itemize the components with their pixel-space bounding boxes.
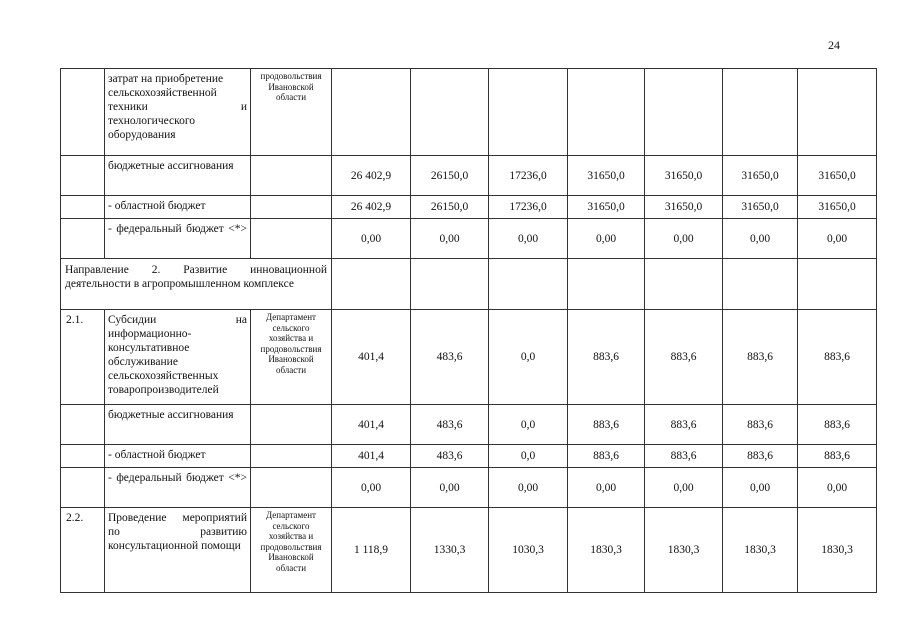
value-cell bbox=[332, 69, 411, 156]
table-row bbox=[61, 196, 877, 219]
item-description: Субсидии на информационно-консультативное обслуживание сельскохозяйственных товаропроизводителей bbox=[105, 310, 251, 405]
value-cell: 31650,0 bbox=[568, 196, 645, 219]
item-index bbox=[61, 405, 105, 445]
description-line: сельскохозяйственной bbox=[108, 87, 217, 99]
funding-source: - федеральный бюджет <*> bbox=[105, 219, 251, 259]
value-cell: 883,6 bbox=[723, 445, 798, 468]
item-index bbox=[61, 468, 105, 508]
value-cell: 26150,0 bbox=[411, 196, 489, 219]
value-cell: 31650,0 bbox=[798, 196, 877, 219]
value-cell bbox=[723, 69, 798, 156]
table-row bbox=[61, 508, 877, 593]
funding-source: бюджетные ассигнования bbox=[105, 156, 251, 196]
value-cell: 0,00 bbox=[723, 219, 798, 259]
value-cell: 26150,0 bbox=[411, 156, 489, 196]
value-cell: 401,4 bbox=[332, 405, 411, 445]
value-cell bbox=[798, 69, 877, 156]
value-cell bbox=[645, 259, 723, 310]
value-cell: 883,6 bbox=[645, 445, 723, 468]
item-index: 2.1. bbox=[61, 310, 105, 405]
executor: продовольствия Ивановской области bbox=[251, 69, 332, 156]
table-row bbox=[61, 156, 877, 196]
table-row bbox=[61, 468, 877, 508]
value-cell: 401,4 bbox=[332, 310, 411, 405]
value-cell bbox=[723, 259, 798, 310]
value-cell: 883,6 bbox=[645, 405, 723, 445]
value-cell: 883,6 bbox=[798, 310, 877, 405]
value-cell: 483,6 bbox=[411, 405, 489, 445]
value-cell: 17236,0 bbox=[489, 156, 568, 196]
value-cell: 0,00 bbox=[332, 219, 411, 259]
item-index bbox=[61, 219, 105, 259]
value-cell: 1830,3 bbox=[645, 508, 723, 593]
item-index bbox=[61, 69, 105, 156]
value-cell: 31650,0 bbox=[645, 196, 723, 219]
value-cell bbox=[332, 259, 411, 310]
value-cell: 1830,3 bbox=[723, 508, 798, 593]
executor bbox=[251, 468, 332, 508]
item-description: Проведение мероприятий по развитию консультационной помощи bbox=[105, 508, 251, 593]
value-cell: 0,00 bbox=[798, 219, 877, 259]
value-cell: 0,00 bbox=[489, 219, 568, 259]
description-line bbox=[108, 100, 247, 114]
value-cell: 883,6 bbox=[568, 310, 645, 405]
value-cell: 31650,0 bbox=[723, 156, 798, 196]
value-cell: 31650,0 bbox=[798, 156, 877, 196]
value-cell: 31650,0 bbox=[568, 156, 645, 196]
value-cell: 1830,3 bbox=[798, 508, 877, 593]
value-cell: 0,00 bbox=[411, 468, 489, 508]
value-cell bbox=[489, 69, 568, 156]
executor bbox=[251, 445, 332, 468]
executor: Департамент сельского хозяйства и продовольствия Ивановской области bbox=[251, 310, 332, 405]
value-cell: 1830,3 bbox=[568, 508, 645, 593]
description-line: технологического bbox=[108, 115, 196, 127]
executor bbox=[251, 405, 332, 445]
section-heading: Направление 2. Развитие инновационной деятельности в агропромышленном комплексе bbox=[61, 259, 332, 310]
table-row bbox=[61, 69, 877, 156]
value-cell: 0,0 bbox=[489, 405, 568, 445]
value-cell: 0,00 bbox=[411, 219, 489, 259]
table-row bbox=[61, 219, 877, 259]
value-cell: 483,6 bbox=[411, 445, 489, 468]
value-cell: 0,00 bbox=[489, 468, 568, 508]
item-index bbox=[61, 156, 105, 196]
executor bbox=[251, 156, 332, 196]
item-index bbox=[61, 196, 105, 219]
table-row bbox=[61, 259, 877, 310]
funding-source: - областной бюджет bbox=[105, 445, 251, 468]
value-cell: 883,6 bbox=[723, 405, 798, 445]
funding-source: - федеральный бюджет <*> bbox=[105, 468, 251, 508]
funding-source: бюджетные ассигнования bbox=[105, 405, 251, 445]
executor bbox=[251, 196, 332, 219]
value-cell: 0,00 bbox=[568, 468, 645, 508]
value-cell: 883,6 bbox=[798, 445, 877, 468]
value-cell: 31650,0 bbox=[723, 196, 798, 219]
value-cell bbox=[489, 259, 568, 310]
value-cell: 883,6 bbox=[568, 445, 645, 468]
value-cell bbox=[568, 69, 645, 156]
value-cell: 0,0 bbox=[489, 445, 568, 468]
item-description bbox=[105, 69, 251, 156]
funding-source: - областной бюджет bbox=[105, 196, 251, 219]
value-cell: 883,6 bbox=[568, 405, 645, 445]
value-cell bbox=[798, 259, 877, 310]
value-cell: 0,00 bbox=[798, 468, 877, 508]
value-cell: 26 402,9 bbox=[332, 196, 411, 219]
value-cell: 0,00 bbox=[645, 219, 723, 259]
value-cell: 0,00 bbox=[723, 468, 798, 508]
table-row bbox=[61, 445, 877, 468]
value-cell: 1030,3 bbox=[489, 508, 568, 593]
description-word: техники bbox=[108, 101, 148, 113]
executor: Департамент сельского хозяйства и продовольствия Ивановской области bbox=[251, 508, 332, 593]
page-number: 24 bbox=[828, 38, 840, 52]
description-line: оборудования bbox=[108, 129, 176, 141]
value-cell: 883,6 bbox=[798, 405, 877, 445]
value-cell: 483,6 bbox=[411, 310, 489, 405]
value-cell bbox=[568, 259, 645, 310]
value-cell: 31650,0 bbox=[645, 156, 723, 196]
value-cell: 17236,0 bbox=[489, 196, 568, 219]
item-index: 2.2. bbox=[61, 508, 105, 593]
executor bbox=[251, 219, 332, 259]
value-cell: 0,00 bbox=[568, 219, 645, 259]
value-cell bbox=[411, 259, 489, 310]
table-row bbox=[61, 310, 877, 405]
value-cell: 1330,3 bbox=[411, 508, 489, 593]
value-cell bbox=[645, 69, 723, 156]
table-row bbox=[61, 405, 877, 445]
description-word: и bbox=[240, 101, 247, 113]
value-cell: 0,00 bbox=[645, 468, 723, 508]
value-cell: 401,4 bbox=[332, 445, 411, 468]
description-line: затрат на приобретение bbox=[108, 73, 224, 85]
value-cell: 883,6 bbox=[645, 310, 723, 405]
value-cell: 26 402,9 bbox=[332, 156, 411, 196]
budget-table bbox=[60, 68, 877, 593]
value-cell: 0,00 bbox=[332, 468, 411, 508]
value-cell bbox=[411, 69, 489, 156]
item-index bbox=[61, 445, 105, 468]
value-cell: 0,0 bbox=[489, 310, 568, 405]
value-cell: 1 118,9 bbox=[332, 508, 411, 593]
value-cell: 883,6 bbox=[723, 310, 798, 405]
